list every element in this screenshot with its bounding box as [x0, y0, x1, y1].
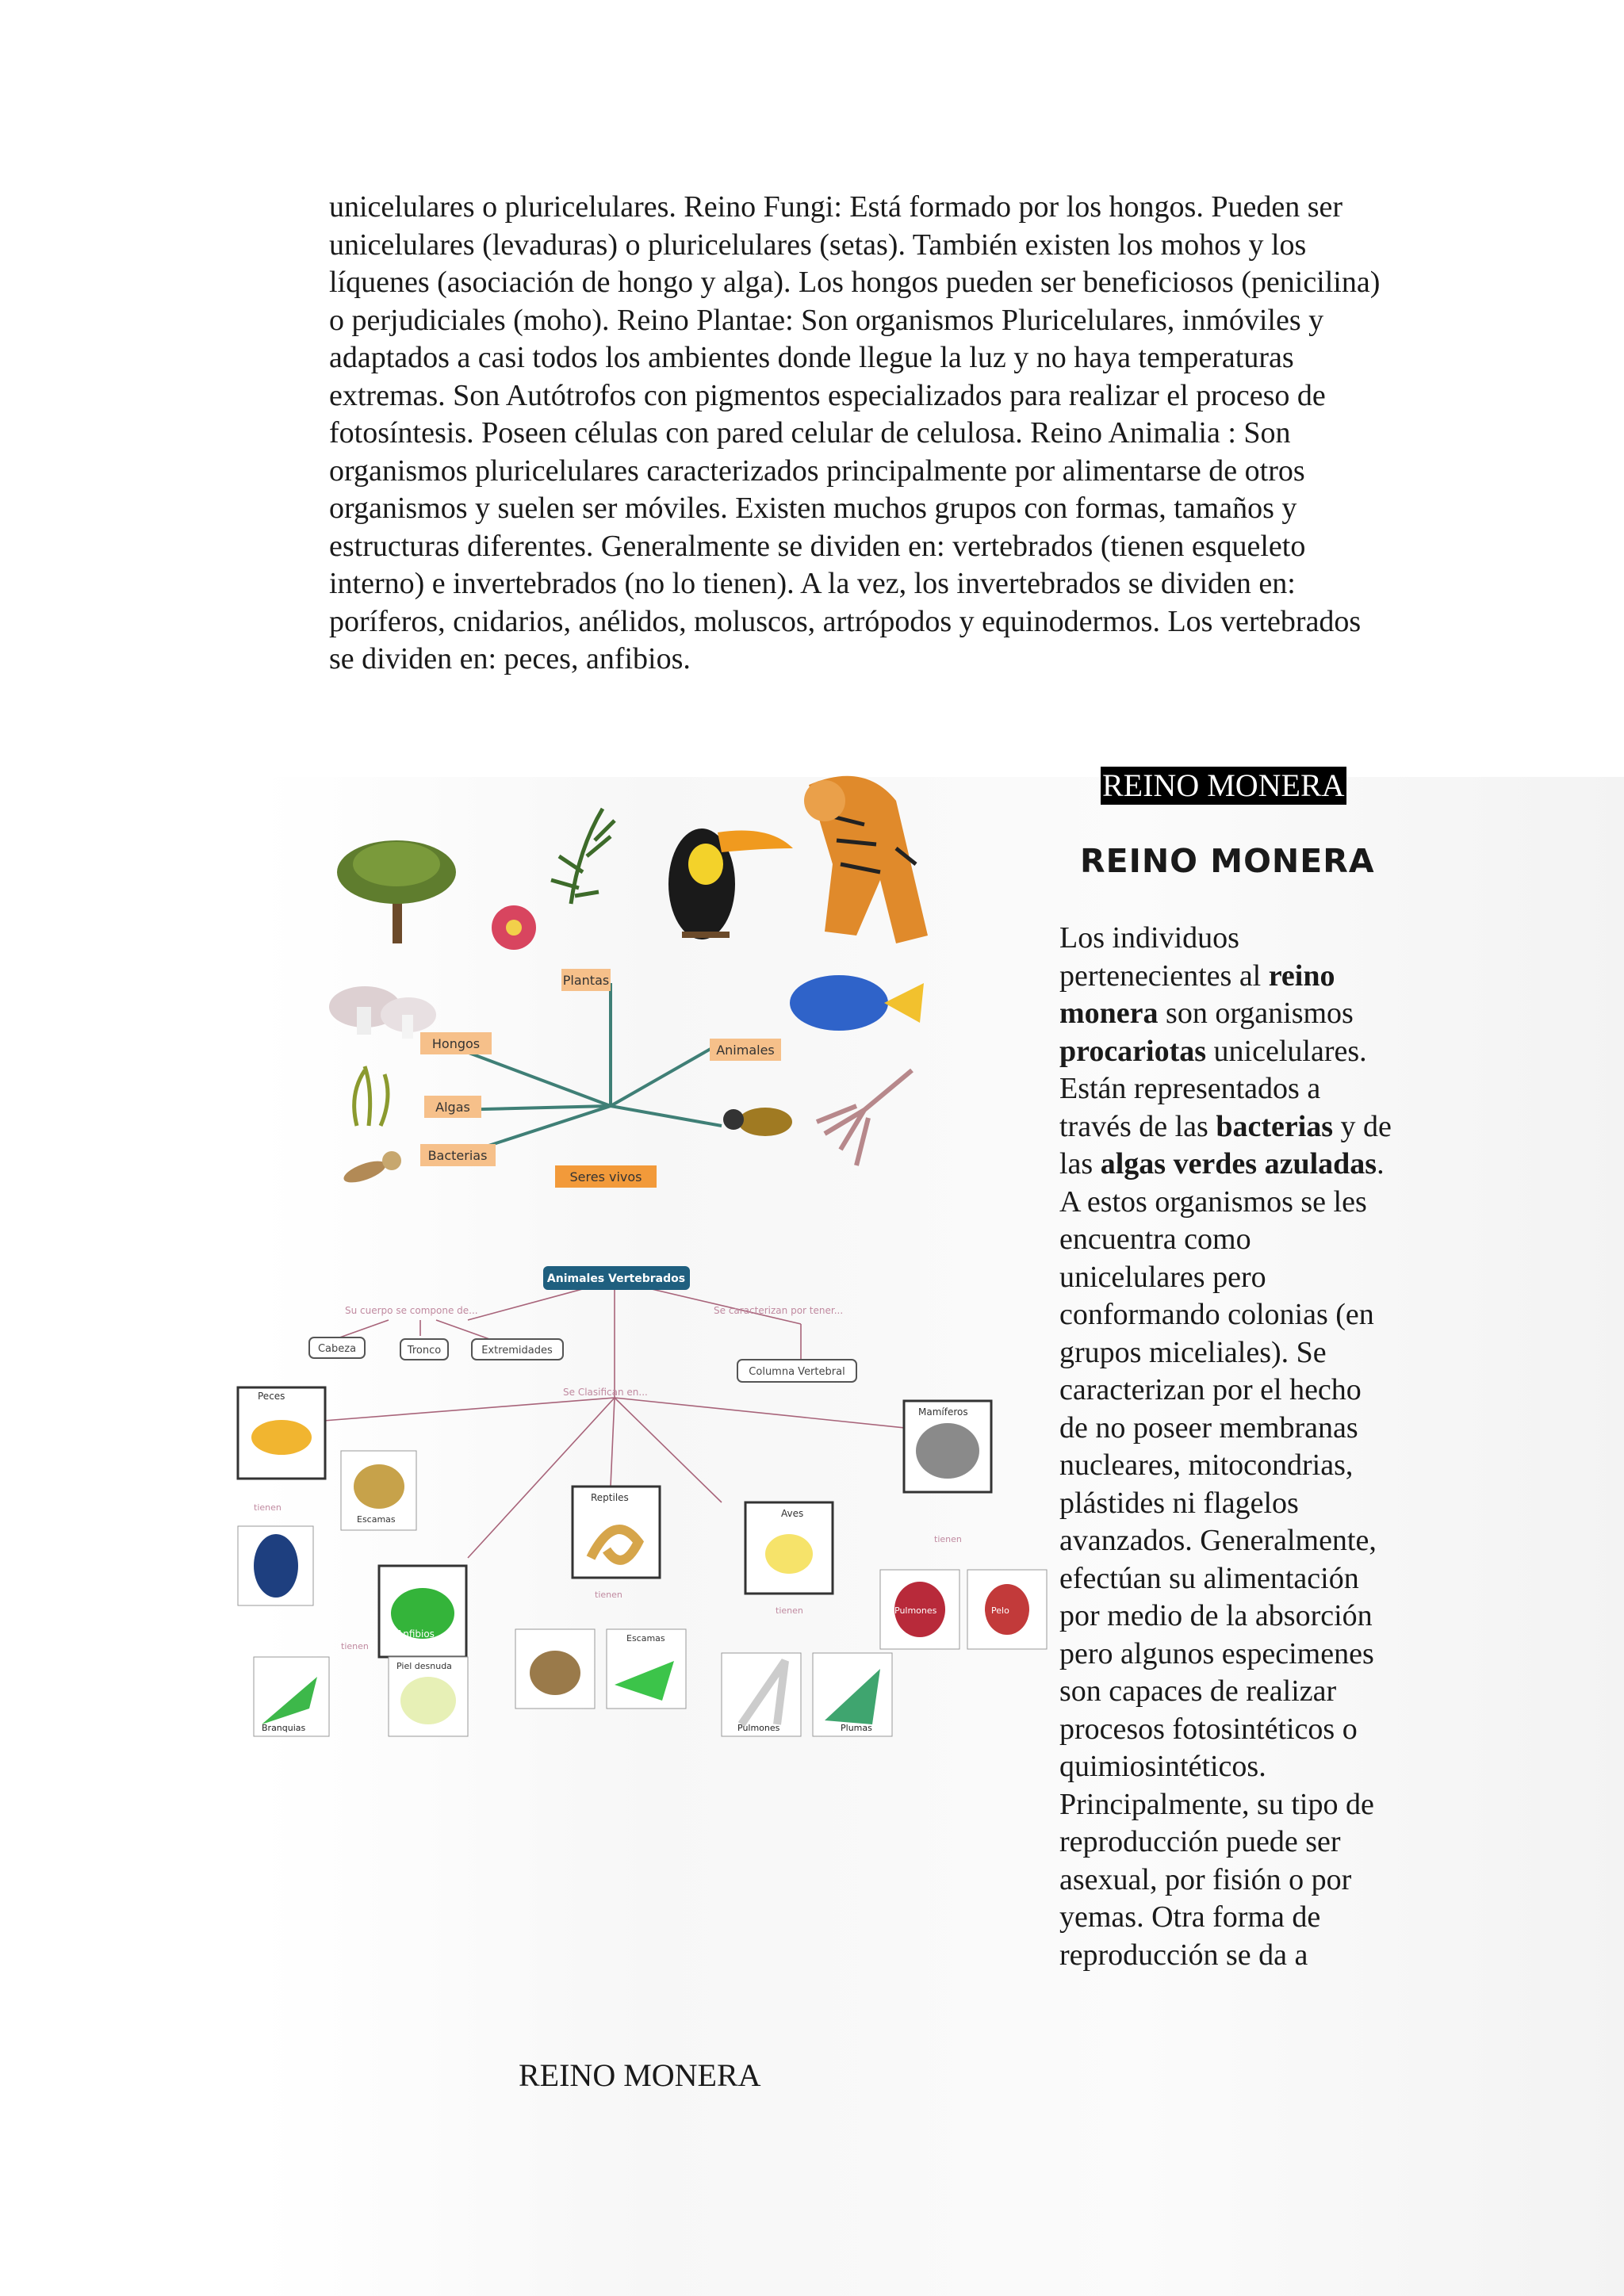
figure-caption: REINO MONERA [519, 2057, 761, 2093]
label-plantas: Plantas [562, 973, 610, 988]
root-node: Animales Vertebrados [546, 1272, 686, 1285]
node-extremidades: Extremidades [481, 1345, 553, 1357]
svg-text:Pulmones: Pulmones [737, 1723, 780, 1733]
tree-icon [337, 840, 456, 943]
svg-text:tienen: tienen [776, 1605, 803, 1616]
svg-text:Plumas: Plumas [841, 1723, 872, 1733]
svg-text:tienen: tienen [934, 1534, 962, 1544]
svg-text:Aves: Aves [781, 1508, 804, 1519]
label-seres-vivos: Seres vivos [569, 1169, 642, 1184]
monera-heading: REINO MONERA [1080, 842, 1375, 880]
fish-node [238, 1387, 325, 1479]
label-hongos: Hongos [431, 1036, 481, 1051]
insect-icon [723, 1108, 792, 1136]
node-tronco: Tronco [407, 1345, 442, 1357]
mammal-node [904, 1401, 991, 1492]
svg-text:Escamas: Escamas [357, 1514, 396, 1525]
fish-icon [790, 975, 924, 1031]
bacteria-icon [341, 1151, 401, 1187]
frog-node [379, 1566, 466, 1657]
svg-text:Mamíferos: Mamíferos [918, 1406, 968, 1418]
link-left: Su cuerpo se compone de... [345, 1305, 478, 1316]
toucan-icon [668, 828, 793, 939]
label-algas: Algas [435, 1100, 470, 1115]
algae-icon [354, 1066, 388, 1126]
mushroom-icon [329, 986, 436, 1039]
label-animales: Animales [716, 1043, 775, 1058]
svg-text:tienen: tienen [341, 1641, 369, 1651]
vertebrates-concept-map [230, 1249, 1063, 1772]
svg-text:Reptiles: Reptiles [591, 1492, 629, 1503]
reptile-node [573, 1487, 660, 1578]
link-right: Se caracterizan por tener... [714, 1305, 844, 1316]
svg-text:Piel desnuda: Piel desnuda [396, 1661, 452, 1671]
fern-icon [551, 809, 615, 904]
kingdoms-figure [309, 753, 983, 1213]
tiger-icon [804, 776, 928, 943]
bird-node [745, 1502, 833, 1594]
svg-text:tienen: tienen [254, 1502, 282, 1513]
node-cabeza: Cabeza [317, 1343, 357, 1355]
node-columna: Columna Vertebral [749, 1366, 845, 1378]
svg-text:Peces: Peces [258, 1391, 285, 1402]
squid-icon [817, 1070, 912, 1165]
intro-paragraph: unicelulares o pluricelulares. Reino Fungi: Está formado por los hongos. Pueden ser unicelulares (levaduras) o pluricelulares (setas). También existen los mohos y los líquenes (asociación de hongo y alga). Los hongos pueden ser beneficiosos (penicilina) o perjudiciales (moho). Reino Plantae: Son organismos Pluricelulares, inmóviles y adaptados a casi todos los ambientes donde llegue la luz y no haya temperaturas extremas. Son Autótrofos con pigmentos especializados para realizar el proceso de fotosíntesis. Poseen células con pared celular de celulosa. Reino Animalia : Son organismos pluricelulares caracterizados principalmente por alimentarse de otros organismos y suelen ser móviles. Existen muchos grupos con formas, tamaños y estructuras diferentes. Generalmente se dividen en: vertebrados (tienen esqueleto interno) e invertebrados (no lo tienen). A la vez, los invertebrados se dividen en: poríferos, cnidarios, anélidos, moluscos, artrópodos y equinodermos. Los vertebrados se dividen en: peces, anfibios. [329, 190, 1381, 675]
svg-text:Pulmones: Pulmones [894, 1605, 937, 1616]
monera-tag-title: REINO MONERA [1102, 767, 1345, 803]
svg-text:Escamas: Escamas [626, 1633, 665, 1644]
svg-text:Anfibios: Anfibios [396, 1628, 435, 1640]
link-clasifican: Se Clasifican en... [563, 1387, 648, 1398]
label-bacterias: Bacterias [427, 1148, 488, 1163]
svg-text:Branquias: Branquias [262, 1723, 306, 1733]
svg-text:Pelo: Pelo [991, 1605, 1009, 1616]
monera-paragraph: Los individuos pertenecientes al reino monera son organismos procariotas unicelulares. Están representados a través de las bacterias y de las algas verdes azuladas. A estos organismos se les encuentra como unicelulares pero conformando colonias (en grupos miceliales). Se caracterizan por el hecho de no poseer membranas nucleares, mitocondrias, plástides ni flagelos avanzados. Generalmente, efectúan su alimentación por medio de la absorción pero algunos especimenes son capaces de realizar procesos fotosintéticos o quimiosintéticos. Principalmente, su tipo de reproducción puede ser asexual, por fisión o por yemas. Otra forma de reproducción se da a [1059, 921, 1392, 1972]
svg-text:tienen: tienen [595, 1590, 622, 1600]
flower-icon [492, 905, 536, 950]
